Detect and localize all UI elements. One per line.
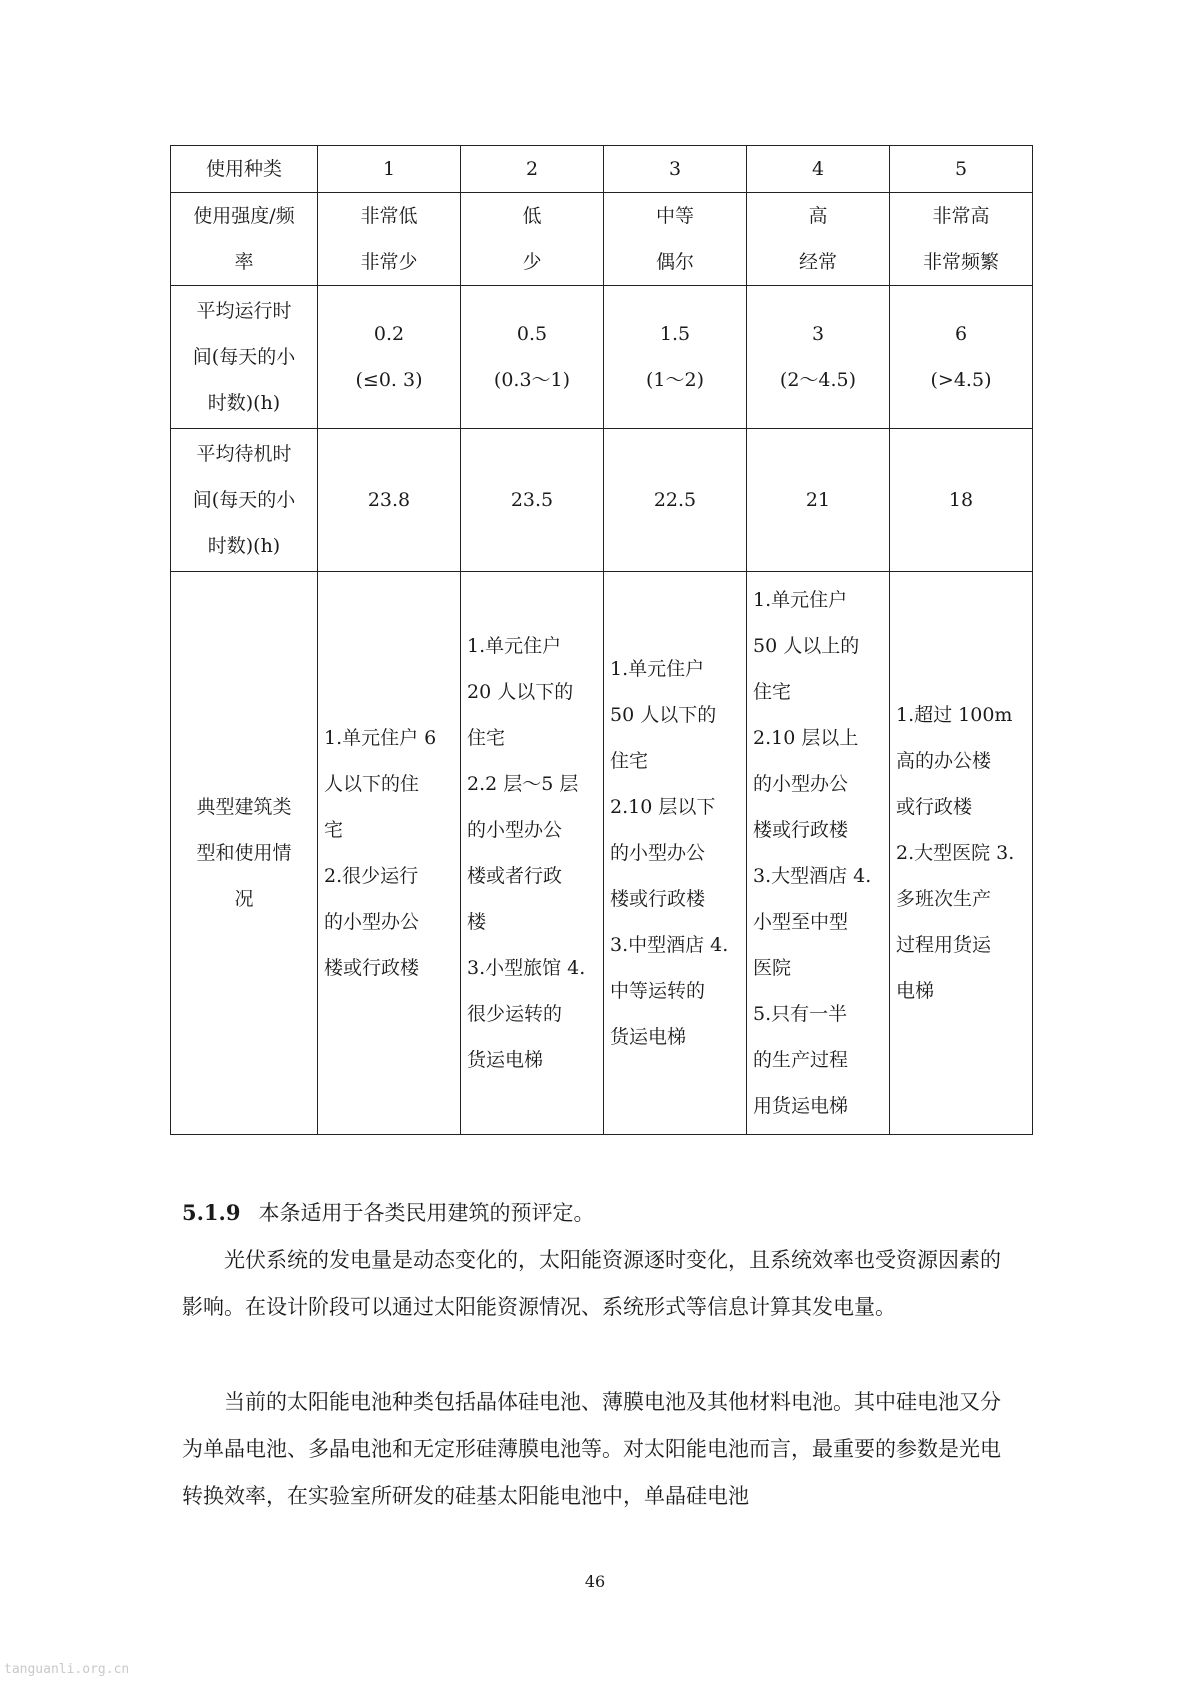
cell-line: 非常低 — [360, 205, 418, 227]
label-line: 平均运行时 — [196, 300, 292, 322]
cell-line: 医院 — [753, 957, 792, 979]
building-cell-1 — [318, 572, 461, 1135]
building-cell-4 — [747, 572, 890, 1135]
table-row-run-time — [171, 286, 1033, 429]
cell-line: 3 — [811, 323, 825, 345]
cell-line: 的小型办公 — [324, 911, 420, 933]
cell-line: 3.大型酒店 4. — [753, 865, 872, 887]
building-cell-2 — [461, 572, 604, 1135]
section-heading — [182, 1189, 1020, 1237]
cell-line: (>4.5) — [930, 369, 992, 391]
cell-line: 用货运电梯 — [753, 1095, 849, 1117]
cell-line: 中等 — [655, 205, 694, 227]
cell-line: 2.2 层～5 层 — [467, 773, 579, 795]
intensity-cell-3 — [604, 193, 747, 286]
cell-line: 楼或行政楼 — [753, 819, 849, 841]
paragraph: 当前的太阳能电池种类包括晶体硅电池、薄膜电池及其他材料电池。其中硅电池又分为单晶电池、多晶电池和无定形硅薄膜电池等。对太阳能电池而言，最重要的参数是光电转换效率，在实验室所研发的硅基太阳能电池中，单晶硅电池 — [182, 1390, 1001, 1508]
cell-line: 非常频繁 — [922, 251, 999, 273]
cell-line: 楼或行政楼 — [324, 957, 420, 979]
standby-cell-2: 23.5 — [461, 429, 604, 572]
paragraph: 光伏系统的发电量是动态变化的，太阳能资源逐时变化，且系统效率也受资源因素的影响。在设计阶段可以通过太阳能资源情况、系统形式等信息计算其发电量。 — [182, 1248, 1001, 1319]
usage-category-table — [170, 145, 1033, 1135]
cell-line: 的生产过程 — [753, 1049, 849, 1071]
table-row-header — [171, 146, 1033, 193]
cell-line: 过程用货运 — [896, 934, 992, 956]
cell-line: 中等运转的 — [610, 980, 706, 1002]
cell-line: 高的办公楼 — [896, 750, 992, 772]
cell-line: 2.10 层以上 — [753, 727, 859, 749]
cell-line: 楼或行政楼 — [610, 888, 706, 910]
cell-line: 1.单元住户 6 — [324, 727, 437, 749]
label-line: 典型建筑类 — [196, 796, 292, 818]
cell-line: (0.3～1) — [493, 369, 571, 391]
cell-line: 多班次生产 — [896, 888, 992, 910]
cell-line: 少 — [522, 251, 542, 273]
label-line: 平均待机时 — [196, 443, 292, 465]
col-header-2: 2 — [461, 146, 604, 193]
intensity-cell-2 — [461, 193, 604, 286]
row-label-standby-time — [171, 429, 318, 572]
cell-line: 2.10 层以下 — [610, 796, 716, 818]
cell-line: 1.单元住户 — [753, 589, 848, 611]
intensity-cell-5 — [890, 193, 1033, 286]
cell-line: 住宅 — [753, 681, 792, 703]
cell-line: 2.很少运行 — [324, 865, 419, 887]
cell-line: 0.5 — [516, 323, 548, 345]
run-time-cell-2 — [461, 286, 604, 429]
cell-line: (1～2) — [645, 369, 704, 391]
run-time-cell-5 — [890, 286, 1033, 429]
cell-line: 1.超过 100m — [896, 704, 1013, 726]
row-label-usage-category: 使用种类 — [171, 146, 318, 193]
cell-line: 楼或者行政 — [467, 865, 563, 887]
cell-line: 50 人以下的 — [610, 704, 717, 726]
col-header-4: 4 — [747, 146, 890, 193]
run-time-cell-4 — [747, 286, 890, 429]
table-row-intensity — [171, 193, 1033, 286]
table-row-building-type — [171, 572, 1033, 1135]
building-cell-3 — [604, 572, 747, 1135]
cell-line: 货运电梯 — [610, 1026, 687, 1048]
cell-line: (2～4.5) — [779, 369, 857, 391]
cell-line: 宅 — [324, 819, 344, 841]
standby-cell-1: 23.8 — [318, 429, 461, 572]
cell-line: 的小型办公 — [610, 842, 706, 864]
row-label-run-time — [171, 286, 318, 429]
cell-line: 经常 — [798, 251, 837, 273]
cell-line: 电梯 — [896, 980, 935, 1002]
page-number: 46 — [584, 1572, 606, 1591]
cell-line: 住宅 — [467, 727, 506, 749]
cell-line: 很少运转的 — [467, 1003, 563, 1025]
label-line: 使用强度/频 — [193, 205, 295, 227]
cell-line: 住宅 — [610, 750, 649, 772]
cell-line: 3.中型酒店 4. — [610, 934, 729, 956]
standby-cell-4: 21 — [747, 429, 890, 572]
cell-line: 高 — [808, 205, 828, 227]
run-time-cell-1 — [318, 286, 461, 429]
cell-line: 1.单元住户 — [467, 635, 562, 657]
cell-line: 低 — [522, 205, 542, 227]
cell-line: 非常少 — [360, 251, 418, 273]
label-line: 型和使用情 — [196, 842, 292, 864]
section-number: 5.1.9 — [182, 1200, 241, 1225]
row-label-intensity — [171, 193, 318, 286]
standby-cell-5: 18 — [890, 429, 1033, 572]
label-line: 时数)(h) — [207, 392, 281, 414]
cell-line: 货运电梯 — [467, 1049, 544, 1071]
cell-line: (≤0. 3) — [355, 369, 423, 391]
cell-line: 小型至中型 — [753, 911, 849, 933]
standby-cell-3: 22.5 — [604, 429, 747, 572]
intensity-cell-4 — [747, 193, 890, 286]
cell-line: 1.单元住户 — [610, 658, 705, 680]
cell-line: 20 人以下的 — [467, 681, 574, 703]
cell-line: 6 — [954, 323, 968, 345]
col-header-1: 1 — [318, 146, 461, 193]
watermark-text: tanguanli.org.cn — [4, 1662, 130, 1677]
cell-line: 人以下的住 — [324, 773, 420, 795]
building-cell-5 — [890, 572, 1033, 1135]
run-time-cell-3 — [604, 286, 747, 429]
cell-line: 5.只有一半 — [753, 1003, 848, 1025]
cell-line: 3.小型旅馆 4. — [467, 957, 586, 979]
cell-line: 或行政楼 — [896, 796, 973, 818]
cell-line: 0.2 — [373, 323, 405, 345]
label-line: 况 — [234, 888, 254, 910]
col-header-3: 3 — [604, 146, 747, 193]
table-row-standby-time — [171, 429, 1033, 572]
label-line: 率 — [234, 251, 254, 273]
label-line: 间(每天的小 — [192, 489, 296, 511]
label-line: 时数)(h) — [207, 535, 281, 557]
section-heading-text: 本条适用于各类民用建筑的预评定。 — [258, 1201, 595, 1225]
label-line: 间(每天的小 — [192, 346, 296, 368]
cell-line: 偶尔 — [655, 251, 694, 273]
cell-line: 的小型办公 — [467, 819, 563, 841]
cell-line: 楼 — [467, 911, 487, 933]
intensity-cell-1 — [318, 193, 461, 286]
cell-line: 1.5 — [659, 323, 691, 345]
cell-line: 50 人以上的 — [753, 635, 860, 657]
cell-line: 非常高 — [932, 205, 990, 227]
cell-line: 2.大型医院 3. — [896, 842, 1015, 864]
cell-line: 的小型办公 — [753, 773, 849, 795]
row-label-building-type — [171, 572, 318, 1135]
col-header-5: 5 — [890, 146, 1033, 193]
